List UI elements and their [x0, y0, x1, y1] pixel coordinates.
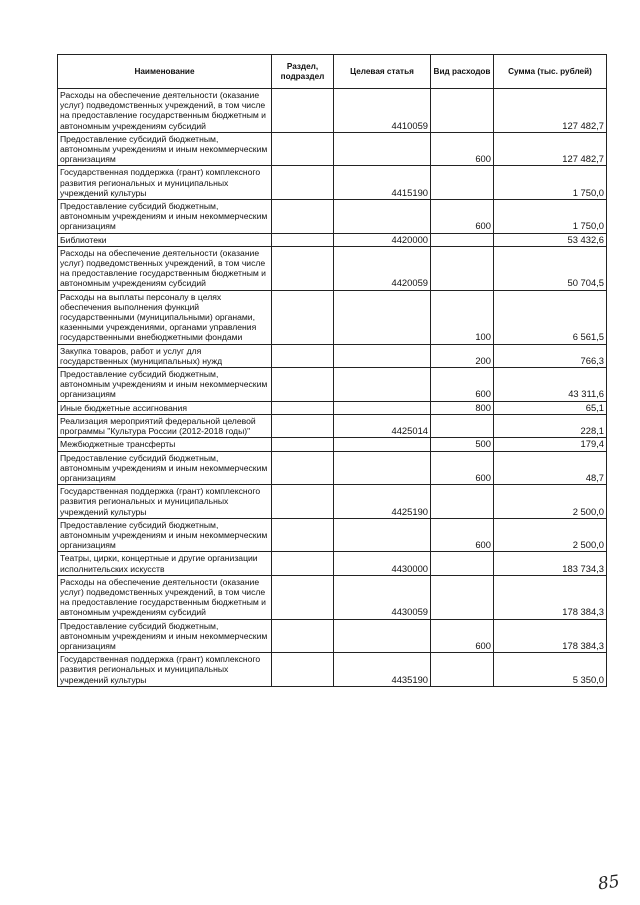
- cell-name: Реализация мероприятий федеральной целевой программы "Культура России (2012-2018 годы)": [58, 414, 272, 437]
- cell-razdel: [272, 132, 334, 166]
- cell-name: Предоставление субсидий бюджетным, автономным учреждениям и иным некоммерческим организациям: [58, 619, 272, 653]
- cell-statya: [334, 344, 431, 367]
- cell-name: Предоставление субсидий бюджетным, автономным учреждениям и иным некоммерческим организациям: [58, 451, 272, 485]
- cell-summa: 43 311,6: [494, 368, 607, 402]
- cell-summa: 2 500,0: [494, 518, 607, 552]
- table-row: [58, 401, 607, 414]
- cell-summa: 127 482,7: [494, 132, 607, 166]
- table-row: [58, 619, 607, 653]
- cell-name: Государственная поддержка (грант) комплексного развития региональных и муниципальных учреждений культуры: [58, 166, 272, 200]
- cell-statya: 4430000: [334, 552, 431, 575]
- cell-razdel: [272, 575, 334, 619]
- cell-razdel: [272, 552, 334, 575]
- cell-razdel: [272, 619, 334, 653]
- table-row: [58, 132, 607, 166]
- cell-summa: 1 750,0: [494, 166, 607, 200]
- cell-vid: 100: [431, 290, 494, 344]
- cell-statya: [334, 619, 431, 653]
- cell-statya: [334, 200, 431, 234]
- header-name: Наименование: [58, 55, 272, 89]
- table-row: [58, 200, 607, 234]
- cell-vid: [431, 653, 494, 687]
- cell-name: Расходы на выплаты персоналу в целях обеспечения выполнения функций государственными (муниципальными) органами, казенными учреждениями, органами управления государственными внебюджетными фондами: [58, 290, 272, 344]
- cell-razdel: [272, 438, 334, 451]
- cell-summa: 5 350,0: [494, 653, 607, 687]
- cell-name: Предоставление субсидий бюджетным, автономным учреждениям и иным некоммерческим организациям: [58, 518, 272, 552]
- cell-name: Библиотеки: [58, 233, 272, 246]
- table-row: [58, 438, 607, 451]
- cell-razdel: [272, 233, 334, 246]
- cell-summa: 53 432,6: [494, 233, 607, 246]
- cell-vid: 600: [431, 200, 494, 234]
- cell-name: Расходы на обеспечение деятельности (оказание услуг) подведомственных учреждений, в том числе на предоставление государственным бюджетным и автономным учреждениям субсидий: [58, 89, 272, 133]
- cell-vid: [431, 414, 494, 437]
- cell-razdel: [272, 166, 334, 200]
- page-number: 85: [596, 871, 621, 895]
- cell-summa: 178 384,3: [494, 619, 607, 653]
- cell-vid: 600: [431, 619, 494, 653]
- cell-statya: [334, 438, 431, 451]
- cell-razdel: [272, 89, 334, 133]
- cell-statya: 4425190: [334, 485, 431, 519]
- budget-table-container: [57, 54, 606, 687]
- budget-table: [57, 54, 607, 687]
- cell-vid: [431, 575, 494, 619]
- cell-vid: 500: [431, 438, 494, 451]
- cell-vid: [431, 552, 494, 575]
- cell-razdel: [272, 653, 334, 687]
- table-row: [58, 552, 607, 575]
- cell-name: Предоставление субсидий бюджетным, автономным учреждениям и иным некоммерческим организациям: [58, 200, 272, 234]
- cell-statya: [334, 132, 431, 166]
- table-body: [58, 89, 607, 687]
- cell-vid: 600: [431, 368, 494, 402]
- header-vid: Вид расходов: [431, 55, 494, 89]
- table-row: [58, 518, 607, 552]
- cell-summa: 179,4: [494, 438, 607, 451]
- cell-name: Государственная поддержка (грант) комплексного развития региональных и муниципальных учреждений культуры: [58, 653, 272, 687]
- cell-razdel: [272, 401, 334, 414]
- cell-vid: [431, 233, 494, 246]
- cell-name: Государственная поддержка (грант) комплексного развития региональных и муниципальных учреждений культуры: [58, 485, 272, 519]
- cell-summa: 1 750,0: [494, 200, 607, 234]
- table-row: [58, 344, 607, 367]
- table-row: [58, 89, 607, 133]
- cell-summa: 48,7: [494, 451, 607, 485]
- cell-vid: 600: [431, 132, 494, 166]
- cell-vid: 200: [431, 344, 494, 367]
- cell-name: Предоставление субсидий бюджетным, автономным учреждениям и иным некоммерческим организациям: [58, 368, 272, 402]
- cell-vid: [431, 485, 494, 519]
- table-row: [58, 166, 607, 200]
- cell-summa: 178 384,3: [494, 575, 607, 619]
- cell-vid: 800: [431, 401, 494, 414]
- cell-name: Предоставление субсидий бюджетным, автономным учреждениям и иным некоммерческим организациям: [58, 132, 272, 166]
- table-row: [58, 233, 607, 246]
- cell-statya: [334, 518, 431, 552]
- cell-vid: [431, 246, 494, 290]
- cell-statya: 4430059: [334, 575, 431, 619]
- cell-statya: [334, 451, 431, 485]
- cell-name: Расходы на обеспечение деятельности (оказание услуг) подведомственных учреждений, в том числе на предоставление государственным бюджетным и автономным учреждениям субсидий: [58, 246, 272, 290]
- cell-razdel: [272, 368, 334, 402]
- cell-name: Межбюджетные трансферты: [58, 438, 272, 451]
- table-row: [58, 653, 607, 687]
- cell-razdel: [272, 246, 334, 290]
- cell-summa: 65,1: [494, 401, 607, 414]
- table-header-row: [58, 55, 607, 89]
- cell-razdel: [272, 200, 334, 234]
- cell-vid: [431, 166, 494, 200]
- cell-summa: 766,3: [494, 344, 607, 367]
- header-razdel: Раздел, подраздел: [272, 55, 334, 89]
- cell-razdel: [272, 485, 334, 519]
- cell-statya: 4435190: [334, 653, 431, 687]
- cell-summa: 228,1: [494, 414, 607, 437]
- cell-razdel: [272, 414, 334, 437]
- table-row: [58, 290, 607, 344]
- cell-razdel: [272, 518, 334, 552]
- table-row: [58, 575, 607, 619]
- cell-summa: 6 561,5: [494, 290, 607, 344]
- table-row: [58, 368, 607, 402]
- cell-name: Закупка товаров, работ и услуг для государственных (муниципальных) нужд: [58, 344, 272, 367]
- table-row: [58, 414, 607, 437]
- cell-statya: 4425014: [334, 414, 431, 437]
- cell-summa: 183 734,3: [494, 552, 607, 575]
- cell-vid: 600: [431, 518, 494, 552]
- cell-statya: [334, 290, 431, 344]
- header-statya: Целевая статья: [334, 55, 431, 89]
- cell-summa: 50 704,5: [494, 246, 607, 290]
- cell-statya: 4420059: [334, 246, 431, 290]
- cell-statya: 4410059: [334, 89, 431, 133]
- cell-summa: 127 482,7: [494, 89, 607, 133]
- cell-vid: [431, 89, 494, 133]
- cell-razdel: [272, 344, 334, 367]
- header-summa: Сумма (тыс. рублей): [494, 55, 607, 89]
- cell-vid: 600: [431, 451, 494, 485]
- cell-name: Иные бюджетные ассигнования: [58, 401, 272, 414]
- cell-name: Расходы на обеспечение деятельности (оказание услуг) подведомственных учреждений, в том числе на предоставление государственным бюджетным и автономным учреждениям субсидий: [58, 575, 272, 619]
- table-row: [58, 451, 607, 485]
- cell-statya: 4415190: [334, 166, 431, 200]
- cell-name: Театры, цирки, концертные и другие организации исполнительских искусств: [58, 552, 272, 575]
- table-row: [58, 246, 607, 290]
- cell-razdel: [272, 451, 334, 485]
- cell-razdel: [272, 290, 334, 344]
- cell-statya: [334, 401, 431, 414]
- cell-summa: 2 500,0: [494, 485, 607, 519]
- cell-statya: 4420000: [334, 233, 431, 246]
- table-row: [58, 485, 607, 519]
- cell-statya: [334, 368, 431, 402]
